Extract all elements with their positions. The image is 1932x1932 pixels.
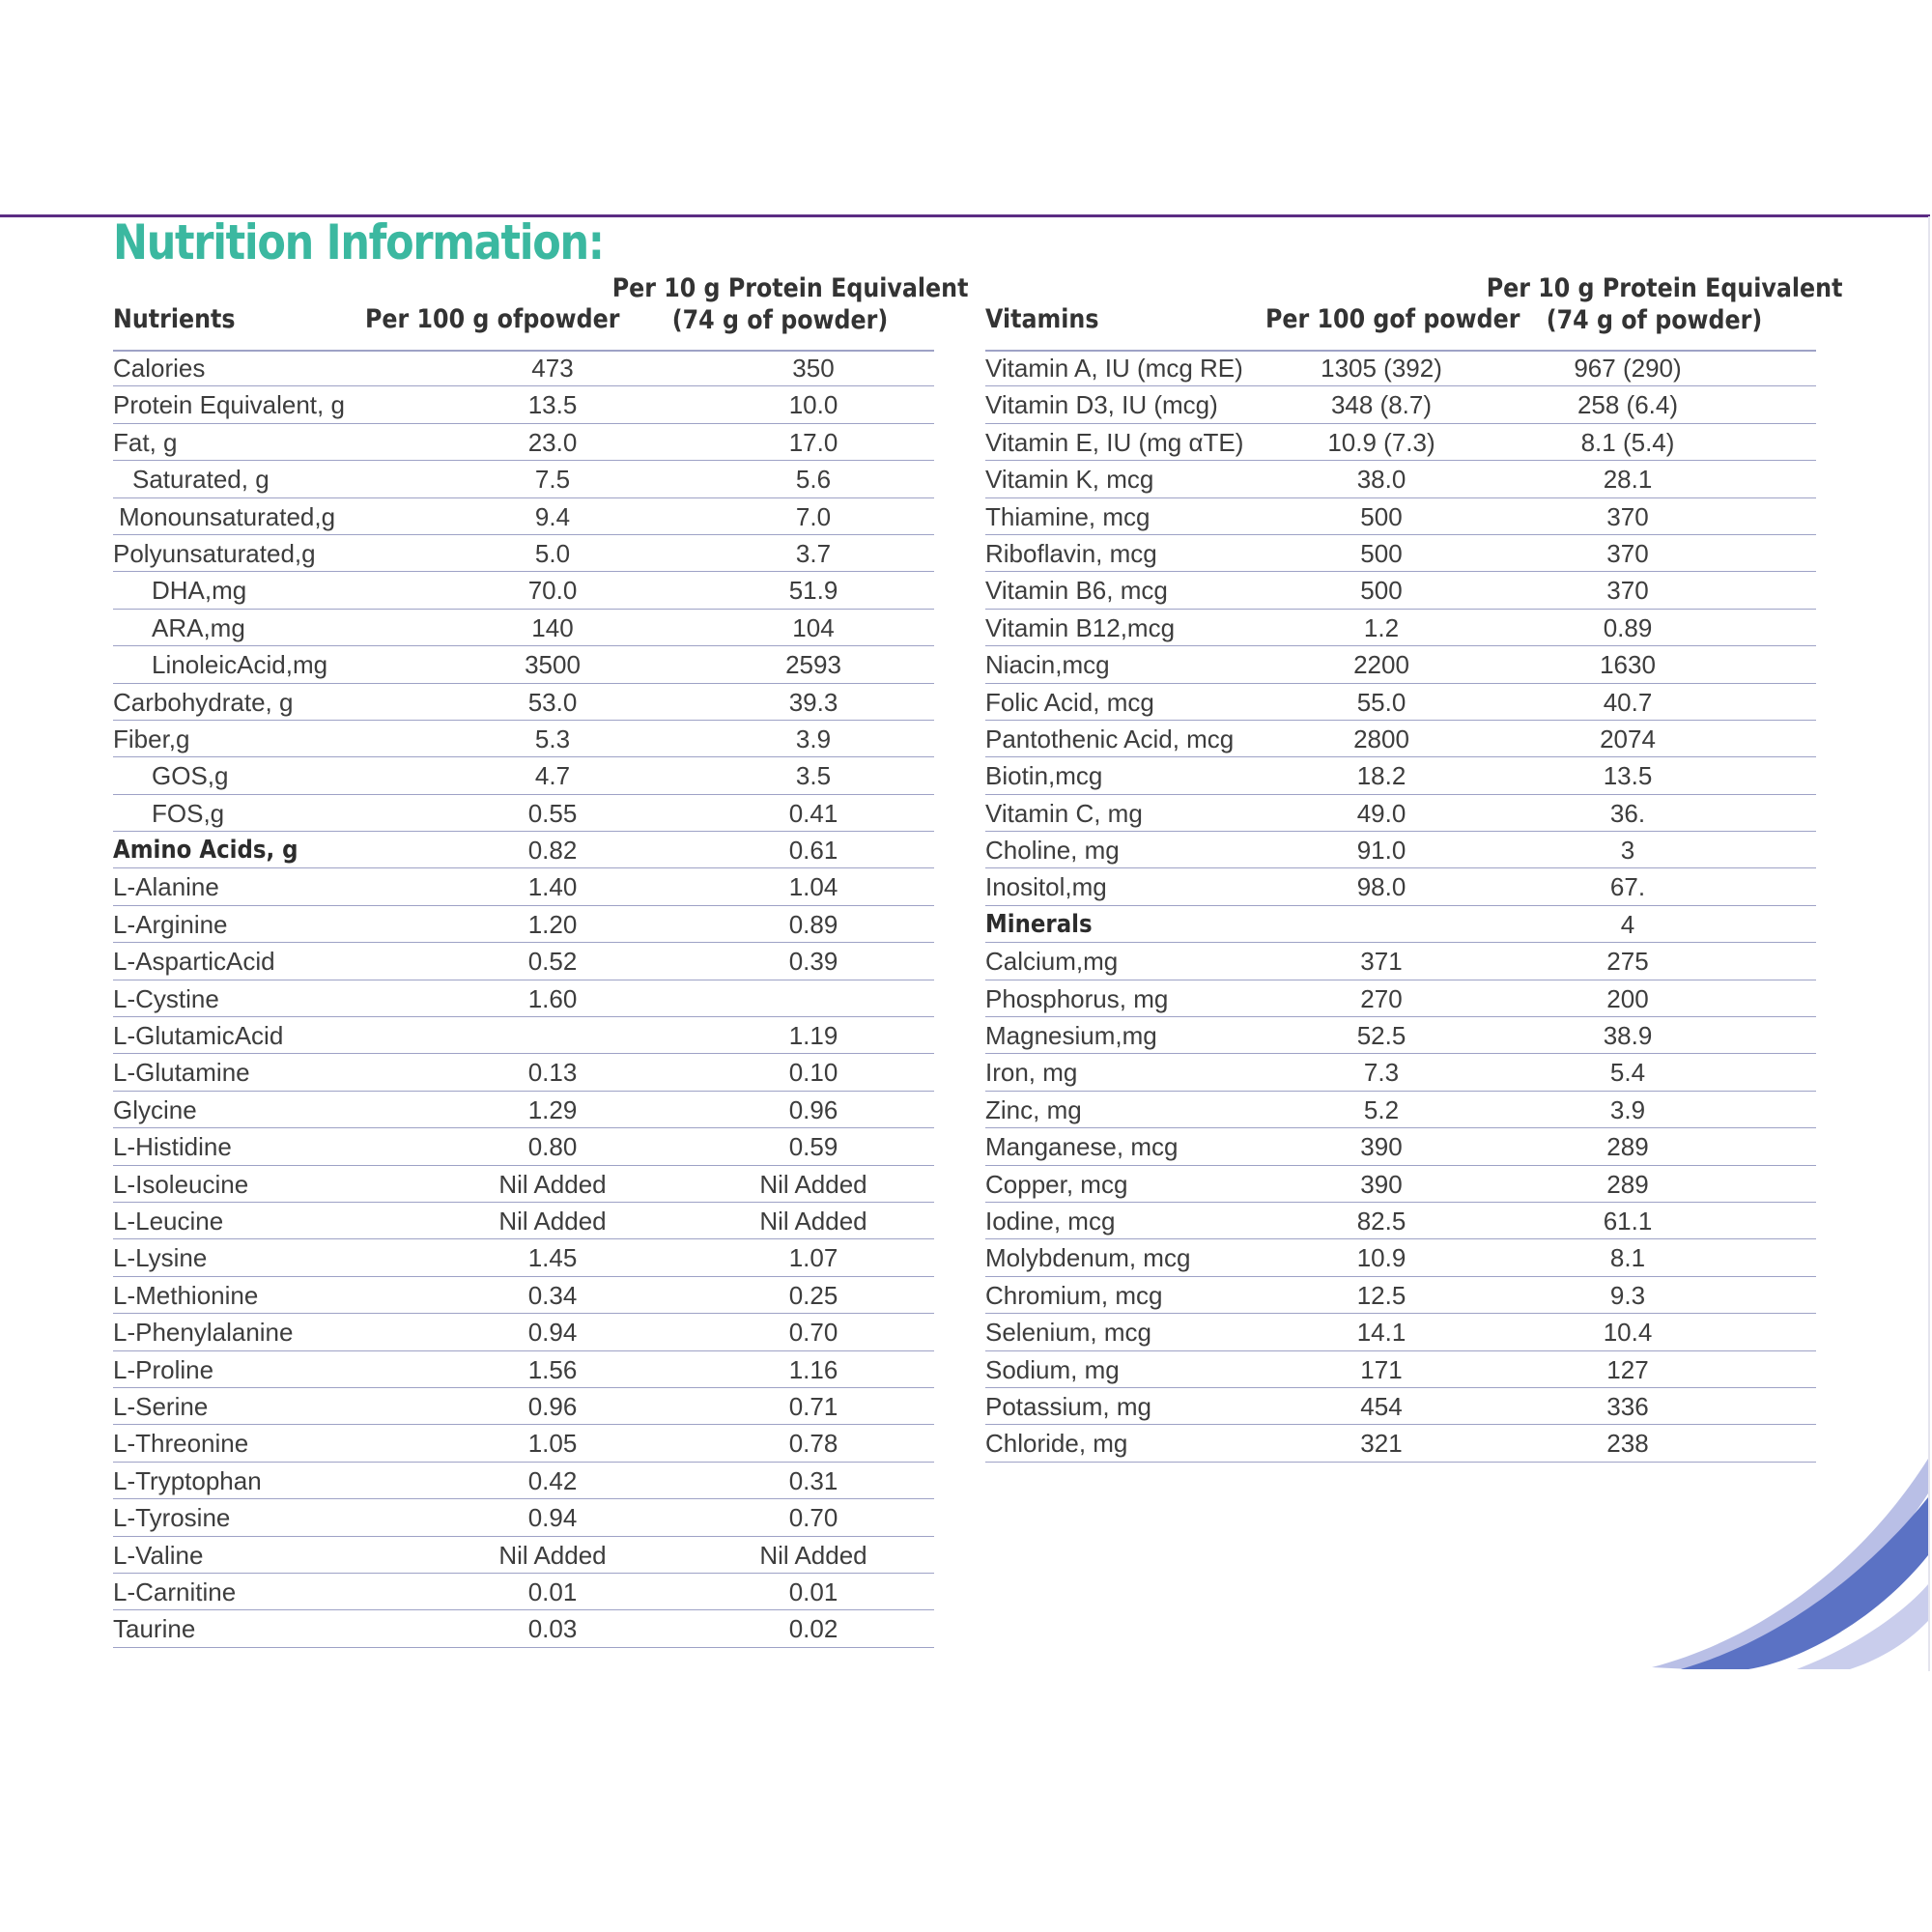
per-10g-value: 336: [1606, 1391, 1649, 1421]
row-label: Magnesium,mg: [985, 1021, 1157, 1051]
table-row: [985, 795, 1816, 832]
row-label: Niacin,mcg: [985, 650, 1110, 680]
per-10g-value: 200: [1606, 983, 1649, 1013]
per-100g-value: 1.2: [1363, 612, 1400, 642]
per-100g-value: 49.0: [1356, 798, 1406, 828]
table-row: [985, 1128, 1816, 1165]
table-row: [985, 461, 1816, 497]
per-10g-value: 3.9: [795, 724, 832, 753]
per-100g-value: 0.94: [527, 1503, 578, 1533]
per-10g-value: 370: [1606, 576, 1649, 606]
table-row: [113, 498, 934, 535]
row-label: Fat, g: [113, 427, 178, 457]
row-label: L-Alanine: [113, 872, 219, 902]
decorative-swoosh: [1642, 1449, 1930, 1671]
table-row: [113, 1239, 934, 1276]
table-row: [113, 980, 934, 1017]
per-100g-value: 1.60: [527, 983, 578, 1013]
per-100g-value: 82.5: [1356, 1206, 1406, 1236]
row-label: L-Isoleucine: [113, 1169, 249, 1199]
per-100g-value: 0.03: [527, 1614, 578, 1644]
per-10g-value: 10.0: [788, 390, 838, 420]
row-label: Potassium, mg: [985, 1391, 1151, 1421]
per-100g-value: 0.52: [527, 947, 578, 977]
per-100g-value: 1.29: [527, 1094, 578, 1124]
per-100g-value: 390: [1360, 1169, 1403, 1199]
table-row: [113, 1277, 934, 1314]
per-10g-value: 9.3: [1609, 1280, 1646, 1310]
table-row: [113, 646, 934, 683]
per-10g-value: 39.3: [788, 687, 838, 717]
per-10g-value: 0.70: [788, 1503, 838, 1533]
left-header-per100: Per 100 g ofpowder: [365, 304, 620, 334]
per-100g-value: 0.34: [527, 1280, 578, 1310]
per-100g-value: 23.0: [527, 427, 578, 457]
per-100g-value: 2200: [1353, 650, 1409, 680]
table-row: [985, 1054, 1816, 1091]
per-10g-value: 2593: [785, 650, 841, 680]
row-label: L-Tryptophan: [113, 1465, 262, 1495]
row-label: Selenium, mcg: [985, 1318, 1151, 1348]
table-row: [113, 943, 934, 980]
table-row: [985, 980, 1816, 1017]
row-label: Riboflavin, mcg: [985, 538, 1157, 568]
table-row: [985, 1388, 1816, 1425]
per-10g-value: 0.71: [788, 1391, 838, 1421]
per-10g-value: 8.1: [1609, 1243, 1646, 1273]
row-label: Choline, mg: [985, 836, 1120, 866]
per-100g-value: 18.2: [1356, 761, 1406, 791]
row-label: Thiamine, mcg: [985, 501, 1151, 531]
per-10g-value: 7.0: [795, 501, 832, 531]
row-label: FOS,g: [152, 798, 225, 828]
per-10g-value: 0.89: [1603, 612, 1653, 642]
per-10g-value: Nil Added: [759, 1169, 867, 1199]
table-row: [113, 1017, 934, 1054]
table-row: [985, 646, 1816, 683]
per-100g-value: 9.4: [534, 501, 571, 531]
per-100g-value: 0.94: [527, 1318, 578, 1348]
row-label: Calcium,mg: [985, 947, 1119, 977]
per-10g-value: 36.: [1609, 798, 1646, 828]
per-10g-value: 5.6: [795, 465, 832, 495]
left-header-per10-line1: Per 10 g Protein Equivalent: [611, 273, 969, 303]
per-10g-value: 370: [1606, 538, 1649, 568]
per-100g-value: 500: [1360, 501, 1403, 531]
per-100g-value: 390: [1360, 1132, 1403, 1162]
row-label: Sodium, mg: [985, 1354, 1120, 1384]
per-100g-value: 1.20: [527, 909, 578, 939]
table-row: [113, 757, 934, 794]
per-10g-value: 1630: [1600, 650, 1656, 680]
row-label: Phosphorus, mg: [985, 983, 1169, 1013]
per-100g-value: 0.01: [527, 1577, 578, 1606]
per-100g-value: 500: [1360, 576, 1403, 606]
per-10g-value: 67.: [1609, 872, 1646, 902]
per-10g-value: 0.02: [788, 1614, 838, 1644]
per-100g-value: 0.42: [527, 1465, 578, 1495]
table-row: [985, 684, 1816, 721]
per-100g-value: 14.1: [1356, 1318, 1406, 1348]
row-label: Minerals: [985, 909, 1093, 939]
per-100g-value: 2800: [1353, 724, 1409, 753]
per-100g-value: 0.80: [527, 1132, 578, 1162]
row-label: Monounsaturated,g: [119, 501, 336, 531]
row-label: L-Arginine: [113, 909, 228, 939]
table-row: [113, 1314, 934, 1350]
per-100g-value: 4.7: [534, 761, 571, 791]
per-10g-value: 3: [1620, 836, 1635, 866]
row-label: LinoleicAcid,mg: [152, 650, 328, 680]
row-label: L-Carnitine: [113, 1577, 237, 1606]
per-100g-value: Nil Added: [498, 1169, 607, 1199]
row-label: L-AsparticAcid: [113, 947, 275, 977]
row-label: DHA,mg: [152, 576, 247, 606]
row-label: L-Proline: [113, 1354, 214, 1384]
row-label: Fiber,g: [113, 724, 190, 753]
per-10g-value: 10.4: [1603, 1318, 1653, 1348]
per-10g-value: 0.89: [788, 909, 838, 939]
table-row: [113, 1574, 934, 1610]
table-row: [113, 572, 934, 609]
per-100g-value: Nil Added: [498, 1540, 607, 1570]
table-row: [985, 535, 1816, 572]
table-row: [113, 795, 934, 832]
per-100g-value: 7.3: [1363, 1058, 1400, 1088]
left-nutrients-table: [113, 350, 934, 1648]
row-label: Zinc, mg: [985, 1094, 1082, 1124]
per-100g-value: 98.0: [1356, 872, 1406, 902]
row-label: Folic Acid, mcg: [985, 687, 1154, 717]
per-10g-value: 104: [792, 612, 835, 642]
row-label: Pantothenic Acid, mcg: [985, 724, 1235, 753]
table-row: [985, 1203, 1816, 1239]
table-row: [113, 1425, 934, 1462]
row-label: L-Methionine: [113, 1280, 259, 1310]
row-label: Vitamin B6, mcg: [985, 576, 1168, 606]
per-100g-value: 1.40: [527, 872, 578, 902]
per-100g-value: 52.5: [1356, 1021, 1406, 1051]
table-row: [985, 757, 1816, 794]
table-row: [985, 832, 1816, 868]
per-100g-value: 1.56: [527, 1354, 578, 1384]
per-100g-value: 321: [1360, 1429, 1403, 1459]
per-10g-value: 13.5: [1603, 761, 1653, 791]
per-100g-value: 5.3: [534, 724, 571, 753]
per-100g-value: 7.5: [534, 465, 571, 495]
left-header-nutrients: Nutrients: [113, 304, 236, 334]
table-row: [113, 350, 934, 386]
row-label: Vitamin D3, IU (mcg): [985, 390, 1218, 420]
row-label: L-Tyrosine: [113, 1503, 231, 1533]
row-label: L-Phenylalanine: [113, 1318, 294, 1348]
per-100g-value: 371: [1360, 947, 1403, 977]
table-row: [985, 1239, 1816, 1276]
table-row: [985, 610, 1816, 646]
row-label: L-Serine: [113, 1391, 209, 1421]
row-label: Vitamin A, IU (mcg RE): [985, 354, 1243, 383]
page-title: Nutrition Information:: [113, 214, 604, 270]
per-100g-value: 13.5: [527, 390, 578, 420]
table-row: [113, 684, 934, 721]
row-label: Chromium, mcg: [985, 1280, 1163, 1310]
table-row: [985, 572, 1816, 609]
table-row: [985, 906, 1816, 943]
table-row: [985, 386, 1816, 423]
row-label: L-Glutamine: [113, 1058, 250, 1088]
row-label: Biotin,mcg: [985, 761, 1103, 791]
per-100g-value: 0.55: [527, 798, 578, 828]
per-100g-value: 10.9: [1356, 1243, 1406, 1273]
per-100g-value: 1.45: [527, 1243, 578, 1273]
table-row: [113, 461, 934, 497]
per-10g-value: 61.1: [1603, 1206, 1653, 1236]
row-label: Amino Acids, g: [113, 836, 298, 866]
row-label: L-Lysine: [113, 1243, 208, 1273]
right-header-vitamins: Vitamins: [985, 304, 1099, 334]
per-10g-value: 289: [1606, 1132, 1649, 1162]
per-100g-value: 70.0: [527, 576, 578, 606]
per-100g-value: 91.0: [1356, 836, 1406, 866]
row-label: Inositol,mg: [985, 872, 1107, 902]
row-label: Manganese, mcg: [985, 1132, 1179, 1162]
per-10g-value: 127: [1606, 1354, 1649, 1384]
table-row: [985, 1277, 1816, 1314]
per-100g-value: 348 (8.7): [1330, 390, 1433, 420]
right-header-per100: Per 100 gof powder: [1265, 304, 1520, 334]
row-label: L-Cystine: [113, 983, 219, 1013]
per-10g-value: Nil Added: [759, 1206, 867, 1236]
per-10g-value: 350: [792, 354, 835, 383]
per-100g-value: 454: [1360, 1391, 1403, 1421]
per-10g-value: 28.1: [1603, 465, 1653, 495]
right-vitamins-table: [985, 350, 1816, 1463]
per-100g-value: 0.82: [527, 836, 578, 866]
per-10g-value: 0.39: [788, 947, 838, 977]
table-row: [113, 1054, 934, 1091]
per-10g-value: 1.04: [788, 872, 838, 902]
per-100g-value: 171: [1360, 1354, 1403, 1384]
row-label: L-GlutamicAcid: [113, 1021, 284, 1051]
per-10g-value: 0.78: [788, 1429, 838, 1459]
table-row: [113, 868, 934, 905]
row-label: GOS,g: [152, 761, 229, 791]
row-label: Saturated, g: [132, 465, 270, 495]
table-row: [113, 610, 934, 646]
row-label: Glycine: [113, 1094, 197, 1124]
table-row: [113, 424, 934, 461]
per-10g-value: 0.96: [788, 1094, 838, 1124]
per-100g-value: 5.2: [1363, 1094, 1400, 1124]
per-100g-value: 1.05: [527, 1429, 578, 1459]
per-10g-value: 238: [1606, 1429, 1649, 1459]
table-row: [985, 1314, 1816, 1350]
table-row: [985, 1017, 1816, 1054]
per-100g-value: 5.0: [534, 538, 571, 568]
per-10g-value: 3.7: [795, 538, 832, 568]
table-row: [985, 498, 1816, 535]
per-10g-value: 0.25: [788, 1280, 838, 1310]
row-label: Taurine: [113, 1614, 196, 1644]
per-10g-value: 967 (290): [1574, 354, 1682, 383]
per-10g-value: Nil Added: [759, 1540, 867, 1570]
per-100g-value: 12.5: [1356, 1280, 1406, 1310]
per-10g-value: 289: [1606, 1169, 1649, 1199]
per-10g-value: 51.9: [788, 576, 838, 606]
row-label: Vitamin E, IU (mg αTE): [985, 427, 1244, 457]
right-header-per10-line2: (74 g of powder): [1546, 305, 1763, 335]
per-10g-value: 275: [1606, 947, 1649, 977]
row-label: Vitamin B12,mcg: [985, 612, 1176, 642]
table-row: [985, 868, 1816, 905]
per-100g-value: 3500: [525, 650, 581, 680]
per-100g-value: 0.96: [527, 1391, 578, 1421]
row-label: L-Valine: [113, 1540, 204, 1570]
table-row: [113, 386, 934, 423]
right-header-per10-line1: Per 10 g Protein Equivalent: [1486, 273, 1843, 303]
row-label: Molybdenum, mcg: [985, 1243, 1191, 1273]
per-10g-value: 0.70: [788, 1318, 838, 1348]
per-100g-value: 473: [531, 354, 574, 383]
table-row: [985, 1166, 1816, 1203]
per-10g-value: 258 (6.4): [1577, 390, 1679, 420]
table-row: [113, 906, 934, 943]
table-row: [113, 721, 934, 757]
table-row: [985, 1092, 1816, 1128]
row-label: Vitamin C, mg: [985, 798, 1143, 828]
per-100g-value: 270: [1360, 983, 1403, 1013]
per-100g-value: 500: [1360, 538, 1403, 568]
table-row: [985, 943, 1816, 980]
per-100g-value: 140: [531, 612, 574, 642]
per-10g-value: 4: [1620, 909, 1635, 939]
table-row: [113, 1463, 934, 1499]
per-10g-value: 0.10: [788, 1058, 838, 1088]
table-row: [985, 350, 1816, 386]
per-100g-value: 55.0: [1356, 687, 1406, 717]
per-100g-value: 10.9 (7.3): [1327, 427, 1435, 457]
row-label: Copper, mcg: [985, 1169, 1128, 1199]
table-row: [113, 1610, 934, 1647]
per-10g-value: 0.01: [788, 1577, 838, 1606]
row-label: Carbohydrate, g: [113, 687, 294, 717]
table-row: [113, 1128, 934, 1165]
row-label: L-Histidine: [113, 1132, 232, 1162]
per-10g-value: 38.9: [1603, 1021, 1653, 1051]
per-10g-value: 17.0: [788, 427, 838, 457]
per-10g-value: 1.16: [788, 1354, 838, 1384]
table-row: [985, 1351, 1816, 1388]
row-label: L-Leucine: [113, 1206, 224, 1236]
per-10g-value: 0.59: [788, 1132, 838, 1162]
per-100g-value: 38.0: [1356, 465, 1406, 495]
per-100g-value: 53.0: [527, 687, 578, 717]
row-label: Calories: [113, 354, 206, 383]
table-row: [985, 424, 1816, 461]
row-label: ARA,mg: [152, 612, 245, 642]
row-label: Vitamin K, mcg: [985, 465, 1154, 495]
per-10g-value: 2074: [1600, 724, 1656, 753]
row-label: L-Threonine: [113, 1429, 249, 1459]
per-10g-value: 1.19: [788, 1021, 838, 1051]
row-label: Chloride, mg: [985, 1429, 1128, 1459]
per-10g-value: 3.9: [1609, 1094, 1646, 1124]
row-label: Iodine, mcg: [985, 1206, 1116, 1236]
table-row: [113, 1203, 934, 1239]
table-row: [113, 535, 934, 572]
per-10g-value: 0.41: [788, 798, 838, 828]
left-header-per10-line2: (74 g of powder): [671, 305, 889, 335]
per-100g-value: 0.13: [527, 1058, 578, 1088]
per-10g-value: 5.4: [1609, 1058, 1646, 1088]
table-row: [113, 832, 934, 868]
row-label: Polyunsaturated,g: [113, 538, 316, 568]
row-label: Iron, mg: [985, 1058, 1078, 1088]
per-10g-value: 0.61: [788, 836, 838, 866]
table-row: [985, 721, 1816, 757]
table-row: [113, 1166, 934, 1203]
per-10g-value: 3.5: [795, 761, 832, 791]
table-row: [113, 1537, 934, 1574]
table-row: [113, 1499, 934, 1536]
row-label: Protein Equivalent, g: [113, 390, 345, 420]
table-row: [113, 1388, 934, 1425]
per-100g-value: Nil Added: [498, 1206, 607, 1236]
table-row: [113, 1351, 934, 1388]
per-10g-value: 370: [1606, 501, 1649, 531]
per-10g-value: 0.31: [788, 1465, 838, 1495]
per-100g-value: 1305 (392): [1321, 354, 1442, 383]
per-10g-value: 1.07: [788, 1243, 838, 1273]
table-row: [113, 1092, 934, 1128]
per-10g-value: 40.7: [1603, 687, 1653, 717]
per-10g-value: 8.1 (5.4): [1580, 427, 1675, 457]
